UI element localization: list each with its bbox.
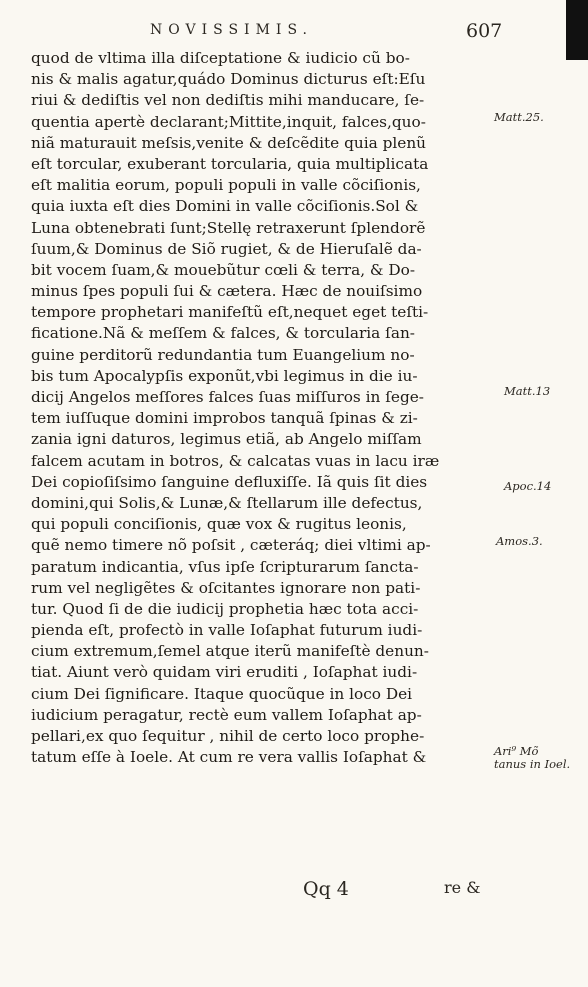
margin-note-apocalypse-14: Apoc.14 [504, 479, 552, 493]
text-line: ficatione.Nã & meſſem & falces, & torcularia ſan- [31, 324, 415, 343]
text-line: niã maturauit meſsis,venite & deſcẽdite quia plenũ [31, 133, 427, 152]
text-line: quẽ nemo timere nõ poſsit , cæteráq; diei vltimi ap- [31, 536, 431, 555]
text-line: qui populi conciſionis, quæ vox & rugitus leonis, [31, 515, 407, 534]
catchword: re & [444, 878, 481, 897]
text-line: cium extremum,ſemel atque iterũ manifeſtè denun- [31, 642, 429, 661]
margin-note-matthew-13: Matt.13 [504, 384, 551, 398]
text-line: rum vel negligẽtes & oſcitantes ignorare non pati- [31, 578, 421, 597]
text-line: guine perditorũ redundantia tum Euangelium no- [31, 345, 415, 364]
text-line: cium Dei ſignificare. Itaque quocũque in loco Dei [31, 684, 413, 703]
margin-note-arias-montanus: Ari⁹ Mõ tanus in Ioel. [494, 744, 571, 771]
text-line: riui & dediſtis vel non dediſtis mihi manducare, ſe- [31, 91, 425, 110]
text-line: bis tum Apocalypſis exponũt,vbi legimus in die iu- [31, 366, 418, 385]
text-line: quentia apertè declarant;Mittite,inquit, falces,quo- [31, 112, 426, 131]
text-line: nis & malis agatur,quádo Dominus dicturus eſt:Eſu [31, 70, 426, 89]
margin-note-matthew-25: Matt.25. [494, 110, 544, 124]
text-line: ſuum,& Dominus de Siõ rugiet, & de Hieruſalẽ da- [31, 239, 422, 258]
text-line: iudicium peragatur, rectè eum vallem Ioſaphat ap- [31, 705, 422, 724]
text-line: tem iuſſuque domini improbos tanquã ſpinas & zi- [31, 409, 418, 428]
text-line: eſt malitia eorum, populi populi in valle cõciſionis, [31, 176, 421, 195]
text-line: pellari,ex quo ſequitur , nihil de certo loco prophe- [31, 727, 425, 745]
page-number: 607 [466, 20, 503, 42]
text-line: quod de vltima illa diſceptatione & iudicio cũ bo- [31, 49, 410, 67]
text-line: tur. Quod ſi de die iudicij prophetia hæc tota acci- [31, 599, 419, 618]
text-line: minus ſpes populi ſui & cætera. Hæc de nouiſsimo [31, 282, 423, 301]
page-footer [0, 870, 588, 900]
text-line: quia iuxta eſt dies Domini in valle cõciſionis.Sol & [31, 197, 419, 216]
text-line: tempore prophetari manifeſtũ eſt,nequet eget teſti- [31, 303, 429, 322]
body-text [31, 48, 488, 768]
text-line: eſt torcular, exuberant torcularia, quia multiplicata [31, 154, 429, 173]
text-line: dicij Angelos meſſores falces ſuas miſſuros in ſege- [31, 388, 424, 406]
text-line: tiat. Aiunt verò quidam viri eruditi , Ioſaphat iudi- [31, 663, 418, 682]
text-line: tatum eſſe à Ioele. At cum re vera vallis Ioſaphat & [31, 748, 427, 767]
text-line: pienda eſt, profectò in valle Ioſaphat futurum iudi- [31, 621, 423, 640]
running-head: NOVISSIMIS. [150, 22, 313, 38]
text-line: domini,qui Solis,& Lunæ,& ſtellarum ille defectus, [31, 493, 423, 512]
signature-mark: Qq 4 [303, 878, 349, 900]
text-line: zania igni daturos, legimus etiã, ab Angelo miſſam [31, 430, 422, 449]
text-line: Luna obtenebrati ſunt;Stellę retraxerunt ſplendorẽ [31, 218, 426, 237]
text-line: bit vocem ſuam,& mouebũtur cœli & terra, & Do- [31, 260, 416, 279]
text-line: paratum indicantia, vſus ipſe ſcripturarum ſancta- [31, 557, 419, 576]
margin-note-amos-3: Amos.3. [496, 534, 543, 548]
text-line: Dei copioſiſsimo ſanguine defluxiſſe. Iã quis ſit dies [31, 472, 428, 491]
text-line: falcem acutam in botros, & calcatas vuas in lacu iræ [31, 451, 440, 470]
